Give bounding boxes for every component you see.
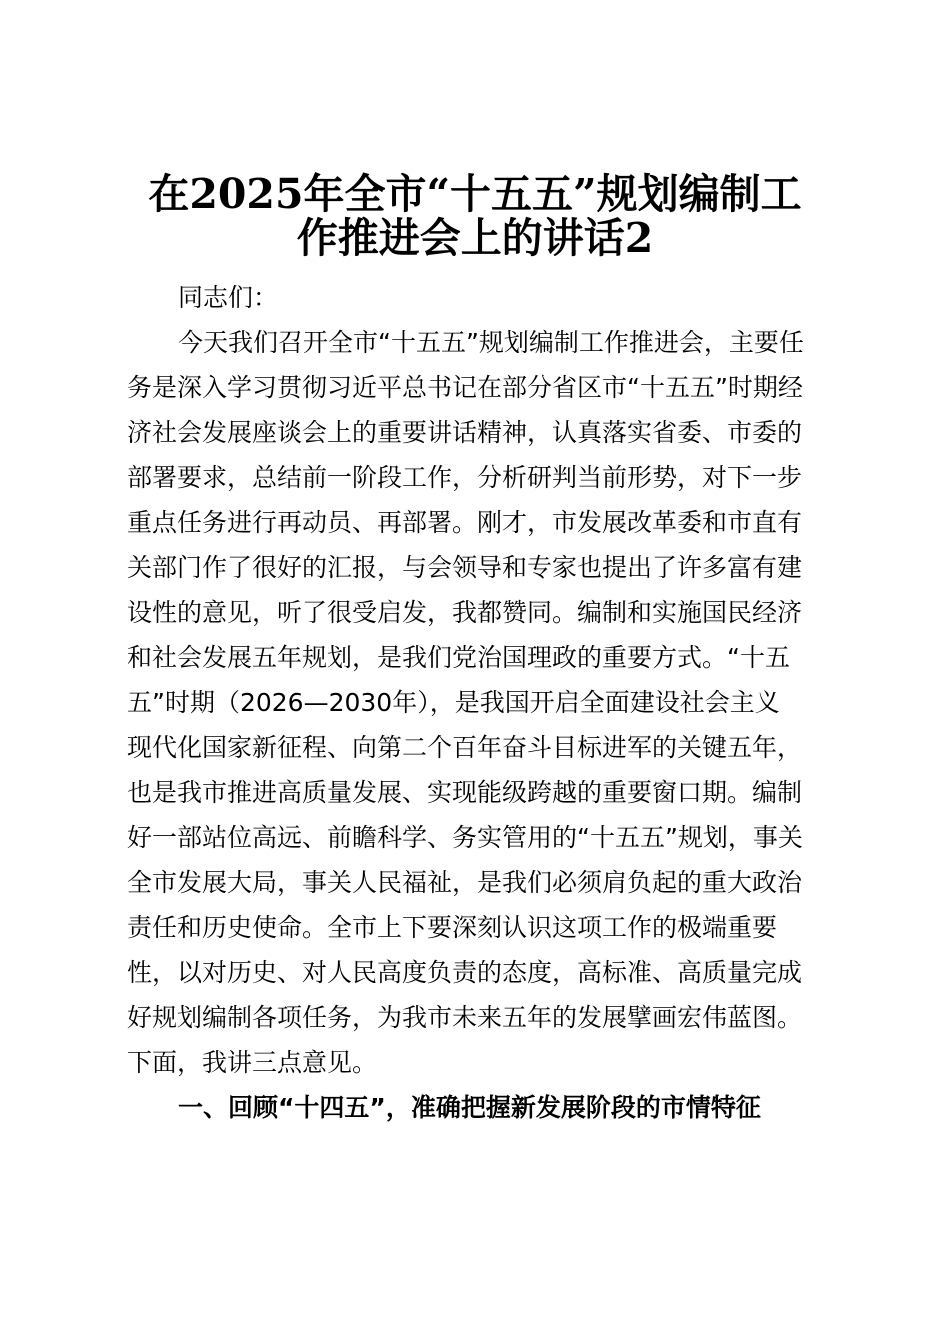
paragraph-line: 现代化国家新征程、向第二个百年奋斗目标进军的关键五年，: [127, 733, 803, 762]
salutation: 同志们：: [178, 283, 279, 312]
paragraph-line: 也是我市推进高质量发展、实现能级跨越的重要窗口期。编制: [127, 778, 803, 807]
section-heading: 一、回顾“十四五”，准确把握新发展阶段的市情特征: [178, 1093, 761, 1122]
paragraph-line: 全市发展大局，事关人民福祉，是我们必须肩负起的重大政治: [127, 868, 803, 897]
paragraph-line: 重点任务进行再动员、再部署。刚才，市发展改革委和市直有: [127, 508, 803, 537]
paragraph-line: 五”时期（2026—2030年），是我国开启全面建设社会主义: [127, 688, 780, 717]
paragraph-line: 关部门作了很好的汇报，与会领导和专家也提出了许多富有建: [127, 553, 803, 582]
paragraph-line: 好一部站位高远、前瞻科学、务实管用的“十五五”规划，事关: [127, 823, 803, 852]
paragraph-line: 下面，我讲三点意见。: [127, 1048, 378, 1077]
paragraph-line: 今天我们召开全市“十五五”规划编制工作推进会，主要任: [178, 328, 804, 357]
paragraph-line: 性，以对历史、对人民高度负责的态度，高标准、高质量完成: [127, 958, 803, 987]
paragraph-line: 好规划编制各项任务，为我市未来五年的发展擘画宏伟蓝图。: [127, 1003, 803, 1032]
paragraph-line: 和社会发展五年规划，是我们党治国理政的重要方式。“十五: [127, 643, 790, 672]
paragraph-line: 部署要求，总结前一阶段工作，分析研判当前形势，对下一步: [127, 463, 803, 492]
paragraph-line: 设性的意见，听了很受启发，我都赞同。编制和实施国民经济: [127, 598, 803, 627]
paragraph-line: 责任和历史使命。全市上下要深刻认识这项工作的极端重要: [127, 913, 778, 942]
paragraph-line: 务是深入学习贯彻习近平总书记在部分省区市“十五五”时期经: [127, 373, 803, 402]
document-title-line-1: 在2025年全市“十五五”规划编制工: [148, 170, 802, 218]
document-title-line-2: 作推进会上的讲话2: [296, 214, 654, 262]
paragraph-line: 济社会发展座谈会上的重要讲话精神，认真落实省委、市委的: [127, 418, 803, 447]
